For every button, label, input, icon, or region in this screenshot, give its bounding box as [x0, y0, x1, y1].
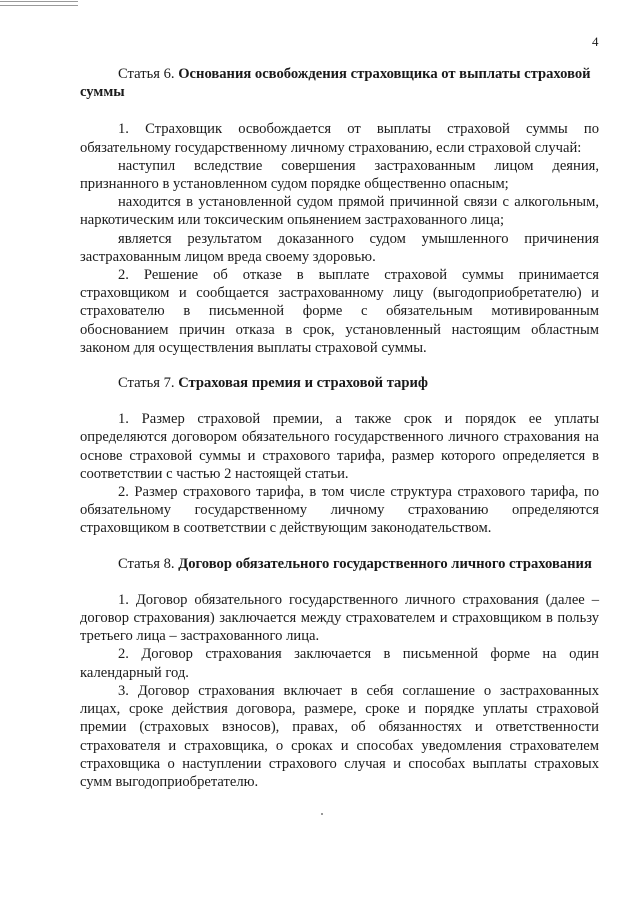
paragraph: 3. Договор страхования включает в себя соглашение о застрахованных лицах, сроке действия договора, размере, сроке и порядке уплаты страховой премии (страховых взносов), правах, об обязанностях и ответственности страхователя и страховщика, о сроках и способах уведомления страхователем страховщика о наступлении страхового случая и способах выплаты страховых сумм выгодоприобретателю.	[80, 682, 599, 790]
article-heading	[80, 374, 599, 392]
article-7	[80, 374, 599, 538]
paragraph: 1. Договор обязательного государственного личного страхования (далее – договор страхования) заключается между страхователем и страховщиком в пользу третьего лица – застрахованного лица.	[80, 591, 599, 645]
paragraph: 2. Договор страхования заключается в письменной форме на один календарный год.	[80, 646, 599, 681]
scan-edge-line-bottom	[0, 5, 78, 6]
scan-speck	[321, 813, 323, 815]
article-8	[80, 555, 599, 791]
paragraph: 1. Страховщик освобождается от выплаты страховой суммы по обязательному государственному личному страхованию, если страховой случай:	[80, 121, 599, 156]
scan-edge-line-top	[0, 1, 78, 2]
paragraph: 2. Размер страхового тарифа, в том числе структура страхового тарифа, по обязательному государственному личному страхованию определяются страховщиком в соответствии с действующим законодательством.	[80, 484, 599, 537]
article-6	[80, 65, 599, 357]
article-number: Статья 6.	[118, 66, 175, 82]
paragraph: 1. Размер страховой премии, а также срок и порядок ее уплаты определяются договором обязательного государственного личного страхования на основе страховой суммы и страхового тарифа, размер которого определяется в соответствии с частью 2 настоящей статьи.	[80, 411, 599, 482]
document-body	[80, 65, 599, 791]
page-number: 4	[592, 34, 599, 49]
article-heading	[80, 65, 599, 101]
paragraph: находится в установленной судом прямой причинной связи с алкогольным, наркотическим или токсическим опьянением застрахованного лица;	[80, 194, 599, 229]
paragraph: наступил вследствие совершения застрахованным лицом деяния, признанного в установленном судом порядке общественно опасным;	[80, 157, 599, 193]
paragraph: является результатом доказанного судом умышленного причинения застрахованным лицом вреда своему здоровью.	[80, 230, 599, 265]
article-number: Статья 7.	[118, 375, 175, 392]
paragraph: 2. Решение об отказе в выплате страховой суммы принимается страховщиком и сообщается застрахованному лицу (выгодоприобретателю) и страхователю в письменной форме с обязательным мотивированным обоснованием причин отказа в срок, установленный настоящим областным законом для осуществления выплаты страховой суммы.	[80, 267, 599, 356]
article-title: Страховая премия и страховой тариф	[178, 375, 428, 392]
article-title: Основания освобождения страховщика от выплаты страховой суммы	[80, 66, 591, 101]
article-heading	[80, 555, 599, 573]
article-title: Договор обязательного государственного личного страхования	[178, 555, 592, 572]
article-number: Статья 8.	[118, 555, 175, 572]
